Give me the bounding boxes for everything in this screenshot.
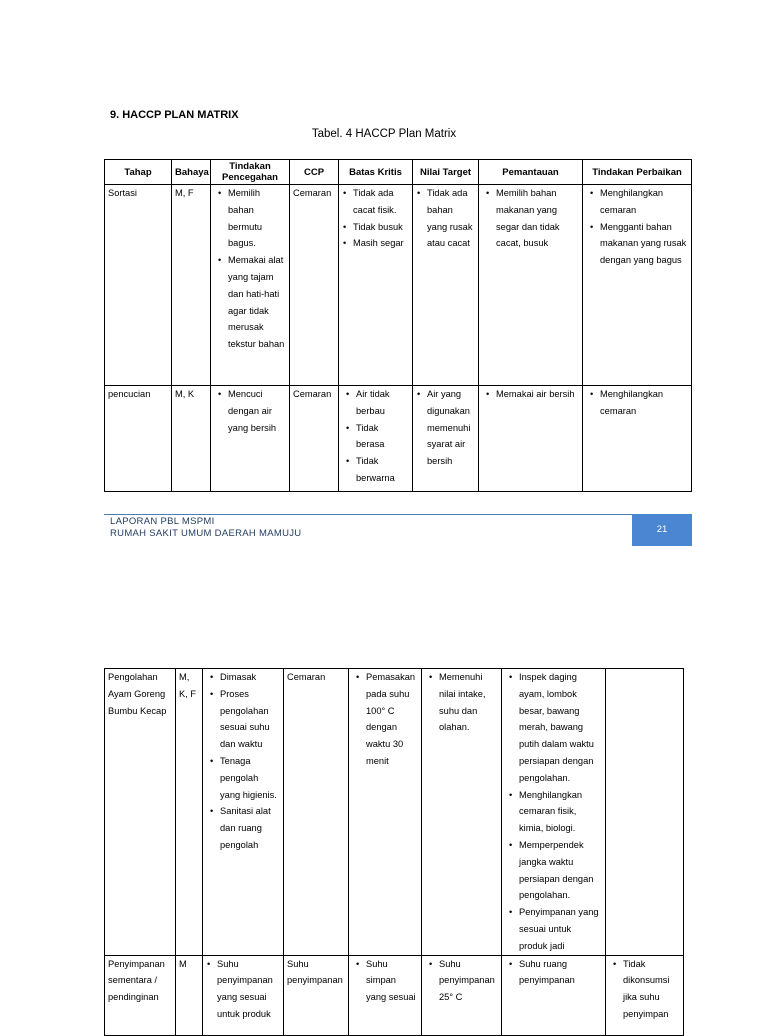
list-item: • Memilih bahan makanan yang segar dan tidak cacat, busuk [482, 185, 579, 252]
cell-nilai-target [422, 955, 502, 1035]
list-item: • Memakai alat yang tajam dan hati-hati agar tidak merusak tekstur bahan [214, 252, 286, 353]
cell-tindakan [211, 185, 290, 386]
list-item: • Dimasak [206, 669, 280, 686]
list-item: • Menghilangkan cemaran [586, 386, 688, 420]
cell-tindakan-perbaikan [606, 955, 684, 1035]
header-pemantauan: Pemantauan [479, 160, 583, 185]
cell-batas-kritis [339, 386, 413, 492]
cell-tahap: Sortasi [105, 185, 172, 386]
list-item: • Memperpendek jangka waktu persiapan dengan pengolahan. [505, 837, 602, 904]
cell-bahaya: M, K [172, 386, 211, 492]
cell-pemantauan [502, 669, 606, 956]
list-item: • Tidak berasa [342, 420, 409, 454]
cell-nilai-target [413, 386, 479, 492]
table-header-row [105, 160, 692, 185]
cell-bahaya: M [176, 955, 203, 1035]
cell-tahap: Pengolahan Ayam Goreng Bumbu Kecap [105, 669, 176, 956]
header-tindakan-pencegahan: Tindakan Pencegahan [211, 160, 290, 185]
list-item: • Suhu penyimpanan 25° C [425, 956, 498, 1006]
list-item: • Air tidak berbau [342, 386, 409, 420]
cell-bahaya: M, F [172, 185, 211, 386]
cell-batas-kritis [339, 185, 413, 386]
page-number-badge: 21 [632, 514, 692, 546]
page-gap [0, 585, 768, 600]
cell-tindakan [203, 955, 284, 1035]
cell-tindakan [203, 669, 284, 956]
table-row [105, 185, 692, 386]
cell-tindakan-perbaikan [583, 185, 692, 386]
cell-tindakan [211, 386, 290, 492]
list-item: • Tidak berwarna [342, 453, 409, 487]
footer-rule [104, 514, 692, 515]
cell-tindakan-perbaikan [606, 669, 684, 956]
list-item: • Suhu ruang penyimpanan [505, 956, 602, 990]
table-row [105, 669, 684, 956]
table-row [105, 386, 692, 492]
haccp-table-page-1 [104, 159, 692, 492]
cell-batas-kritis [349, 669, 422, 956]
list-item: • Tidak dikonsumsi jika suhu penyimpan [609, 956, 680, 1023]
cell-pemantauan [479, 185, 583, 386]
header-batas-kritis: Batas Kritis [339, 160, 413, 185]
list-item: • Menghilangkan cemaran [586, 185, 688, 219]
cell-tindakan-perbaikan [583, 386, 692, 492]
footer-hospital-name: RUMAH SAKIT UMUM DAERAH MAMUJU [110, 528, 302, 539]
list-item: • Tidak ada bahan yang rusak atau cacat [416, 185, 475, 252]
list-item: • Mencuci dengan air yang bersih [214, 386, 286, 436]
header-ccp: CCP [290, 160, 339, 185]
header-tahap: Tahap [105, 160, 172, 185]
list-item: • Menghilangkan cemaran fisik, kimia, biologi. [505, 787, 602, 837]
list-item: • Mengganti bahan makanan yang rusak dengan yang bagus [586, 219, 688, 269]
cell-batas-kritis [349, 955, 422, 1035]
header-tindakan-perbaikan: Tindakan Perbaikan [583, 160, 692, 185]
cell-ccp: Suhu penyimpanan [284, 955, 349, 1035]
table-row [105, 955, 684, 1035]
cell-nilai-target [413, 185, 479, 386]
cell-ccp: Cemaran [290, 185, 339, 386]
list-item: • Memakai air bersih [482, 386, 579, 403]
header-bahaya: Bahaya [172, 160, 211, 185]
list-item: • Inspek daging ayam, lombok besar, bawang merah, bawang putih dalam waktu persiapan dengan pengolahan. [505, 669, 602, 787]
cell-bahaya: M, K, F [176, 669, 203, 956]
list-item: • Air yang digunakan memenuhi syarat air bersih [416, 386, 475, 470]
header-nilai-target: Nilai Target [413, 160, 479, 185]
cell-ccp: Cemaran [290, 386, 339, 492]
haccp-table-page-2 [104, 668, 684, 1036]
cell-pemantauan [479, 386, 583, 492]
table-caption: Tabel. 4 HACCP Plan Matrix [311, 128, 457, 140]
list-item: • Memilih bahan bermutu bagus. [214, 185, 286, 252]
list-item: • Masih segar [342, 235, 409, 252]
cell-pemantauan [502, 955, 606, 1035]
list-item: • Pemasakan pada suhu 100° C dengan waktu 30 menit [352, 669, 418, 770]
footer-report-title: LAPORAN PBL MSPMI [110, 516, 215, 527]
cell-tahap: pencucian [105, 386, 172, 492]
list-item: • Proses pengolahan sesuai suhu dan waktu [206, 686, 280, 753]
list-item: • Tidak ada cacat fisik. [342, 185, 409, 219]
list-item: • Suhu simpan yang sesuai [352, 956, 418, 1006]
cell-tahap: Penyimpanan sementara / pendinginan [105, 955, 176, 1035]
cell-nilai-target [422, 669, 502, 956]
list-item: • Memenuhi nilai intake, suhu dan olahan. [425, 669, 498, 736]
list-item: • Tenaga pengolah yang higienis. [206, 753, 280, 803]
list-item: • Tidak busuk [342, 219, 409, 236]
list-item: • Suhu penyimpanan yang sesuai untuk produk [206, 956, 280, 1023]
list-item: • Sanitasi alat dan ruang pengolah [206, 803, 280, 853]
cell-ccp: Cemaran [284, 669, 349, 956]
footer-text [110, 516, 301, 540]
section-heading: 9. HACCP PLAN MATRIX [110, 109, 239, 121]
list-item: • Penyimpanan yang sesuai untuk produk jadi [505, 904, 602, 954]
